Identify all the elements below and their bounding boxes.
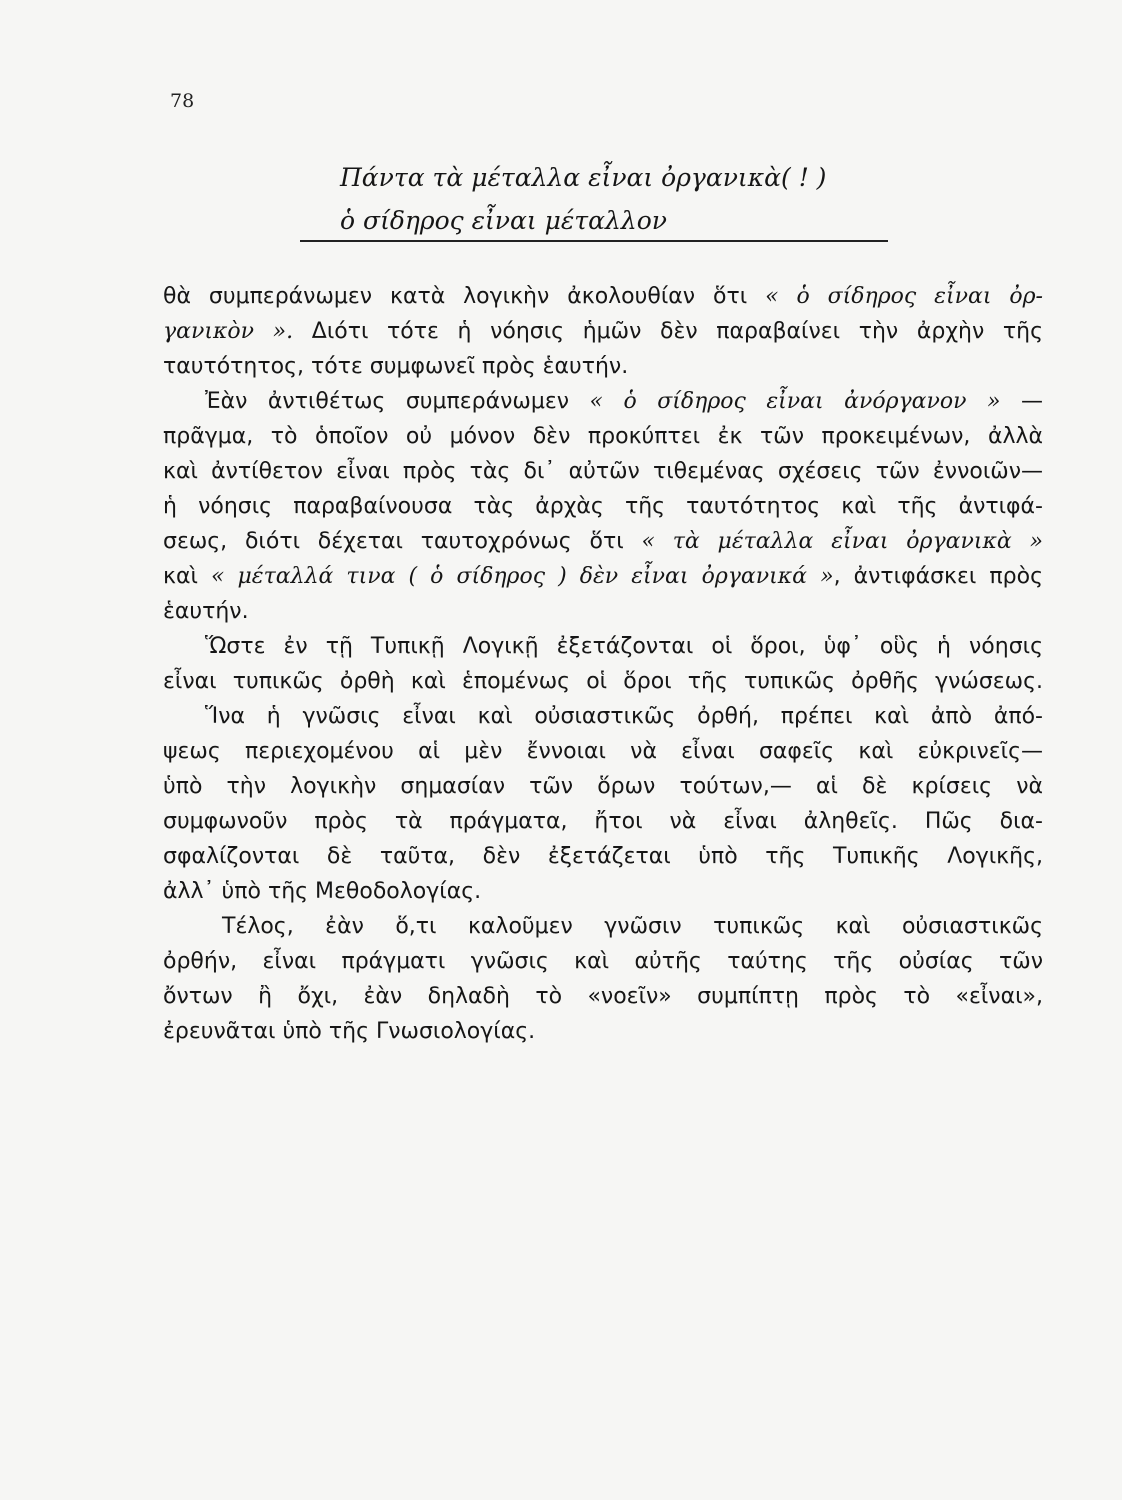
text-line: [163, 282, 1043, 312]
page-number: 78: [170, 90, 195, 112]
text-line: ἑαυτήν.: [163, 599, 249, 624]
quote-italic: « τὰ μέταλλα εἶναι ὀργανικὰ »: [641, 529, 1043, 554]
quote-italic: « μέταλλά τινα ( ὁ σίδηρος ) δὲν εἶναι ὀργανικά »: [210, 564, 834, 589]
text-span: θὰ συμπεράνωμεν κατὰ λογικὴν ἀκολουθίαν ὅτι: [163, 284, 766, 309]
syllogism-minor-premise: ὁ σίδηρος εἶναι μέταλλον: [340, 206, 667, 235]
text-span: καὶ: [163, 564, 211, 589]
text-span: —: [1000, 389, 1043, 414]
quote-italic: γανικὸν ».: [163, 319, 294, 344]
syllogism-major-premise: Πάντα τὰ μέταλλα εἶναι ὀργανικὰ( ! ): [340, 163, 827, 192]
quote-italic: « ὁ σίδηρος εἶναι ἀνόργανον »: [589, 389, 1001, 414]
text-span: Ἐὰν ἀντιθέτως συμπεράνωμεν: [205, 389, 590, 414]
text-line: ἀλλ᾽ ὑπὸ τῆς Μεθοδολογίας.: [163, 879, 482, 904]
text-line: σφαλίζονται δὲ ταῦτα, δὲν ἐξετάζεται ὑπὸ τῆς Τυπικῆς Λογικῆς,: [163, 844, 1043, 869]
text-span: Διότι τότε ἡ νόησις ἡμῶν δὲν παραβαίνει τὴν ἀρχὴν τῆς: [293, 319, 1043, 344]
text-line: [205, 387, 1043, 417]
text-line: [163, 527, 1043, 557]
text-line: συμφωνοῦν πρὸς τὰ πράγματα, ἤτοι νὰ εἶναι ἀληθεῖς. Πῶς δια-: [163, 809, 1043, 834]
text-span: , ἀντιφάσκει πρὸς: [833, 564, 1043, 589]
text-line: ὑπὸ τὴν λογικὴν σημασίαν τῶν ὅρων τούτων,— αἱ δὲ κρίσεις νὰ: [163, 774, 1043, 799]
text-line: Τέλος, ἐὰν ὅ,τι καλοῦμεν γνῶσιν τυπικῶς καὶ οὐσιαστικῶς: [222, 914, 1043, 939]
text-line: ψεως περιεχομένου αἱ μὲν ἔννοιαι νὰ εἶναι σαφεῖς καὶ εὐκρινεῖς—: [163, 739, 1043, 764]
text-line: καὶ ἀντίθετον εἶναι πρὸς τὰς δι᾽ αὐτῶν τιθεμένας σχέσεις τῶν ἐννοιῶν—: [163, 459, 1043, 484]
quote-italic: « ὁ σίδηρος εἶναι ὀρ-: [765, 284, 1043, 309]
text-line: εἶναι τυπικῶς ὀρθὴ καὶ ἑπομένως οἱ ὅροι τῆς τυπικῶς ὀρθῆς γνώσεως.: [163, 669, 1043, 694]
text-span: σεως, διότι δέχεται ταυτοχρόνως ὅτι: [163, 529, 642, 554]
text-line: Ἵνα ἡ γνῶσις εἶναι καὶ οὐσιαστικῶς ὀρθή, πρέπει καὶ ἀπὸ ἀπό-: [205, 704, 1043, 729]
text-line: ὀρθήν, εἶναι πράγματι γνῶσις καὶ αὐτῆς ταύτης τῆς οὐσίας τῶν: [163, 949, 1043, 974]
text-line: πρᾶγμα, τὸ ὁποῖον οὐ μόνον δὲν προκύπτει ἐκ τῶν προκειμένων, ἀλλὰ: [163, 424, 1043, 449]
text-line: ὄντων ἢ ὄχι, ἐὰν δηλαδὴ τὸ «νοεῖν» συμπίπτῃ πρὸς τὸ «εἶναι»,: [163, 984, 1043, 1009]
syllogism-divider: [300, 240, 888, 242]
text-line: ταυτότητος, τότε συμφωνεῖ πρὸς ἑαυτήν.: [163, 354, 629, 379]
text-line: Ὥστε ἐν τῇ Τυπικῇ Λογικῇ ἐξετάζονται οἱ ὅροι, ὑφ᾽ οὓς ἡ νόησις: [205, 634, 1043, 659]
text-line: [163, 317, 1043, 347]
text-line: ἡ νόησις παραβαίνουσα τὰς ἀρχὰς τῆς ταυτότητος καὶ τῆς ἀντιφά-: [163, 494, 1043, 519]
text-line: [163, 562, 1043, 592]
text-line: ἐρευνᾶται ὑπὸ τῆς Γνωσιολογίας.: [163, 1019, 536, 1044]
